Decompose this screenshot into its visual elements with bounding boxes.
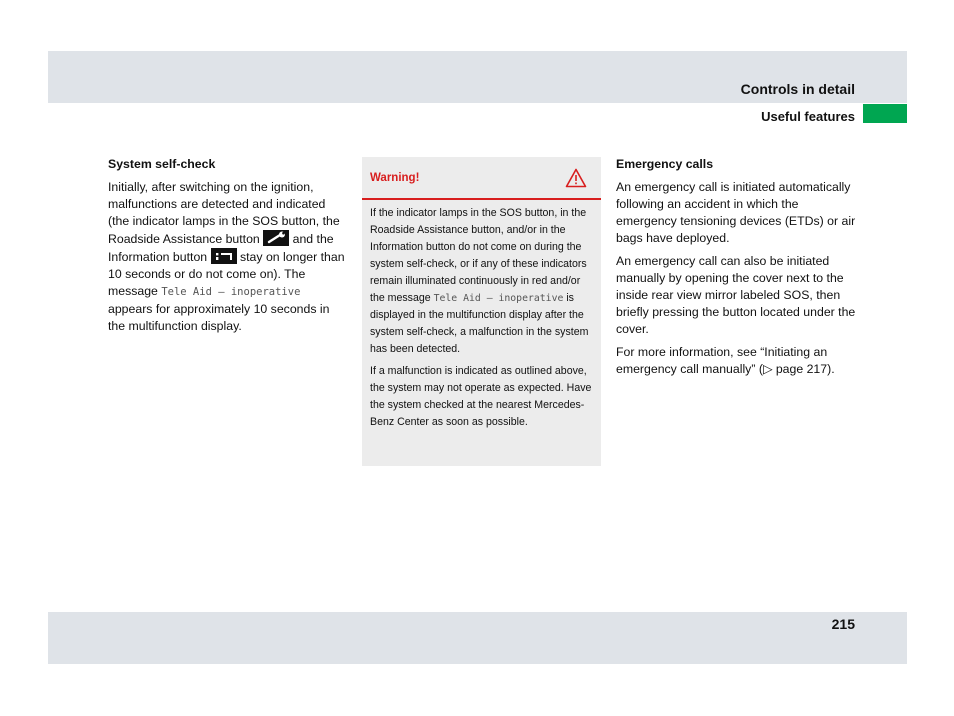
text-segment: If the indicator lamps in the SOS button, in the Roadside Assistance button, and/or in the Information button do not come on during the system self-check, or if any of these indicators remain illuminated continuously in red and/or the message: [370, 207, 587, 304]
warning-box: [362, 157, 601, 466]
system-self-check-heading: System self-check: [108, 157, 216, 171]
warning-paragraph-2: If a malfunction is indicated as outlined above, the system may not operate as expected. Have the system checked at the nearest Mercedes-Benz Center as soon as possible.: [370, 365, 592, 428]
warning-paragraph-1: [370, 205, 593, 358]
footer-band: [48, 612, 907, 664]
emergency-calls-heading: Emergency calls: [616, 157, 714, 171]
tele-aid-message: Tele Aid – inoperative: [161, 286, 301, 298]
emergency-calls-paragraph-2: An emergency call can also be initiated manually by opening the cover next to the inside rear view mirror labeled SOS, then briefly pressing the button located under the cover.: [616, 254, 856, 336]
wrench-icon: [263, 230, 289, 246]
subsection-title: Useful features: [761, 109, 855, 124]
section-title: Controls in detail: [740, 81, 855, 97]
page-reference-link[interactable]: page 217).: [772, 362, 835, 376]
text-segment: stay on longer than 10 seconds or do not come on). The message: [108, 250, 345, 298]
page-number: 215: [831, 616, 855, 632]
tele-aid-message: Tele Aid – inoperative: [433, 293, 564, 304]
emergency-calls-paragraph-1: An emergency call is initiated automatically following an accident in which the emergency tensioning devices (ETDs) or air bags have deployed.: [616, 180, 856, 245]
section-color-tab: [863, 104, 907, 123]
warning-body: [362, 200, 601, 431]
text-segment: appears for approximately 10 seconds in the multifunction display.: [108, 302, 330, 333]
text-segment: is displayed in the multifunction display after the system self-check, a malfunction in the system has been detected.: [370, 292, 589, 355]
right-column: [616, 156, 856, 384]
text-segment: For more information, see “Initiating an emergency call manually” (: [616, 345, 828, 376]
left-column: [108, 156, 348, 341]
page-reference-arrow-icon: ▷: [762, 362, 773, 376]
text-segment: Initially, after switching on the ignition, malfunctions are detected and indicated (the indicator lamps in the SOS button, the Roadside Assistance button: [108, 180, 340, 246]
text-segment: and the Information button: [108, 232, 334, 264]
warning-header: [362, 157, 601, 200]
warning-triangle-icon: [565, 168, 587, 193]
emergency-calls-paragraph-3: [616, 344, 856, 378]
info-i-icon: [211, 248, 237, 264]
system-self-check-text: [108, 179, 348, 335]
warning-title: Warning!: [370, 172, 420, 184]
